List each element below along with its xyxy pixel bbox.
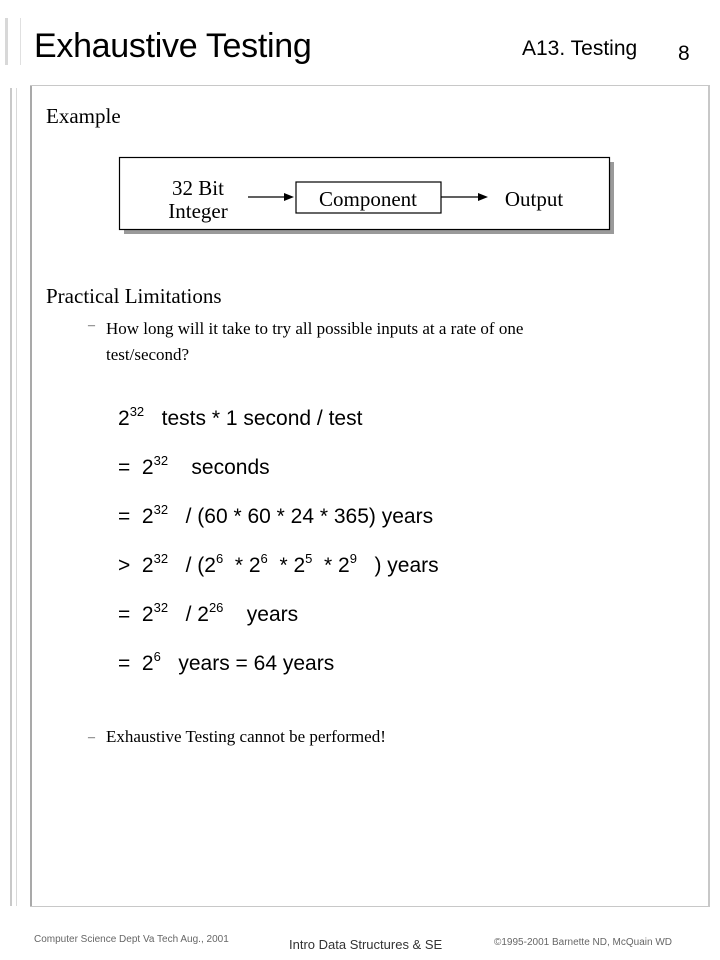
math-line-4: > $2^{32} / (2^6 * 2^6 * 2^5 * 2^9$ ) years: [118, 551, 439, 577]
limitations-heading: Practical Limitations: [46, 284, 222, 308]
example-heading: Example: [46, 104, 121, 128]
math-line-1: $2^{32}$ tests * 1 second / test: [118, 404, 363, 430]
component-label: Component: [319, 187, 417, 211]
frame-line: [708, 86, 710, 906]
output-label: Output: [504, 187, 564, 211]
math-line-5: = $2^{32} / 2^{26}$ years: [118, 600, 299, 626]
footer-course: Intro Data Structures & SE: [289, 937, 443, 952]
bullet-dash: –: [88, 318, 95, 333]
bullet-question-line: How long will it take to try all possible inputs at a rate of one: [106, 319, 524, 338]
input-label-line1: 32 Bit: [172, 176, 224, 200]
footer-divider: [30, 906, 710, 907]
bullet-question: [106, 316, 666, 368]
frame-line: [10, 88, 12, 906]
frame-bar: [5, 18, 8, 65]
bullet-conclusion: Exhaustive Testing cannot be performed!: [106, 727, 386, 746]
input-label-line2: Integer: [168, 199, 228, 223]
frame-line: [16, 88, 17, 906]
math-line-2: = $2^{32}$ seconds: [118, 453, 270, 479]
bullet-dash: –: [88, 730, 95, 745]
math-line-6: = $2^6$ years = 64 years: [118, 649, 335, 675]
slide-title: Exhaustive Testing: [34, 27, 312, 65]
header-divider: [30, 85, 710, 86]
page-number: 8: [678, 42, 690, 65]
frame-line: [30, 86, 32, 906]
frame-bar: [20, 18, 21, 65]
footer-copyright: ©1995-2001 Barnette ND, McQuain WD: [494, 937, 673, 948]
bullet-question-line: test/second?: [106, 345, 190, 364]
math-line-3: = $2^{32} / (60 * 60 * 24 * 365)$ years: [118, 502, 434, 528]
footer-department: Computer Science Dept Va Tech Aug., 2001: [34, 934, 229, 945]
component-diagram: [118, 156, 618, 240]
section-label: A13. Testing: [522, 37, 638, 60]
